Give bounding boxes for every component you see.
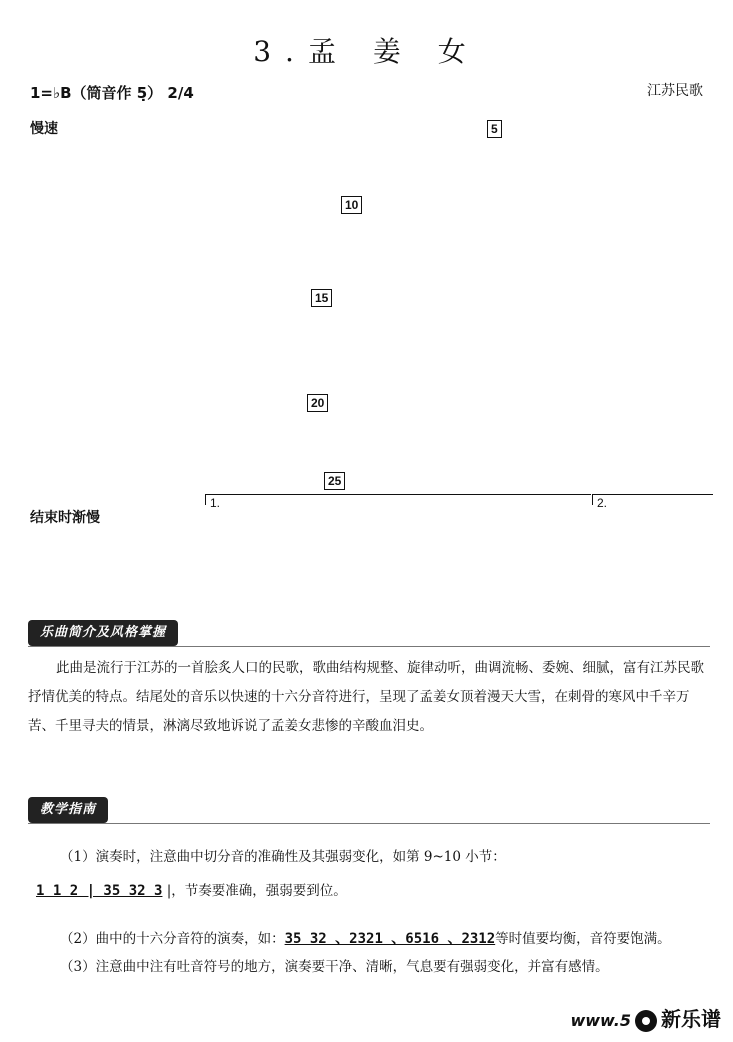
- second-ending-bracket: [592, 494, 713, 505]
- measure-number-10: 10: [341, 196, 362, 214]
- second-ending-label: 2.: [597, 496, 608, 510]
- measure-number-20: 20: [307, 394, 328, 412]
- staff-line-6: [28, 550, 716, 580]
- key-signature: [30, 82, 194, 103]
- ending-tempo-marking: 结束时渐慢: [30, 510, 100, 526]
- staff-line-2: [28, 240, 716, 270]
- guide-item-2-head: （2）曲中的十六分音符的演奏，如：: [60, 931, 285, 947]
- guide-item-1: （1）演奏时，注意曲中切分音的准确性及其强弱变化，如第 9~10 小节：: [60, 849, 506, 865]
- song-source: 江苏民歌: [647, 83, 703, 99]
- time-signature: 2/4: [167, 84, 194, 102]
- section-heading-guide: 教学指南: [28, 797, 108, 823]
- tempo-marking: 慢速: [30, 121, 58, 137]
- guide-item-2-tail: 等时值要均衡，音符要饱满。: [495, 931, 671, 947]
- measure-number-15: 15: [311, 289, 332, 307]
- section-divider: [28, 646, 710, 647]
- section-heading-intro: 乐曲简介及风格掌握: [28, 620, 178, 646]
- guide-item-1-notes: 1 1 2 | 35 32 3: [36, 883, 163, 899]
- staff-line-5: [205, 516, 585, 546]
- guide-item-1-tail: |，节奏要准确，强弱要到位。: [166, 883, 347, 899]
- section-divider: [28, 823, 710, 824]
- watermark-url: www.5: [570, 1010, 631, 1030]
- first-ending-bracket: [205, 494, 591, 505]
- score-title: 3.孟 姜 女: [253, 35, 480, 68]
- vinyl-record-icon: [635, 1010, 657, 1032]
- measure-number-5: 5: [487, 120, 502, 138]
- guide-item-2: [60, 928, 720, 950]
- first-ending-label: 1.: [210, 496, 221, 510]
- guide-item-1-example: [36, 880, 696, 902]
- intro-paragraph: 此曲是流行于江苏的一首脍炙人口的民歌，歌曲结构规整、旋律动听，曲调流畅、委婉、细腻，富有江苏民歌抒情优美的特点。结尾处的音乐以快速的十六分音符进行，呈现了孟姜女顶着漫天大雪，在刺骨的寒风中千辛万苦、千里寻夫的情景，淋漓尽致地诉说了孟姜女悲惨的辛酸血泪史。: [28, 660, 704, 734]
- staff-line-1: [28, 148, 716, 178]
- guide-item-3: （3）注意曲中注有吐音符号的地方，演奏要干净、清晰，气息要有强弱变化，并富有感情。: [60, 959, 609, 975]
- key-signature-text: 1=♭B（筒音作 5̣）: [30, 84, 163, 102]
- watermark: [570, 1003, 721, 1033]
- guide-item-2-notes: 35 32 、2321 、6516 、2312: [284, 931, 496, 947]
- measure-number-25: 25: [324, 472, 345, 490]
- staff-line-4: [28, 425, 716, 455]
- staff-line-3: [28, 333, 716, 363]
- watermark-name: 新乐谱: [661, 1006, 721, 1031]
